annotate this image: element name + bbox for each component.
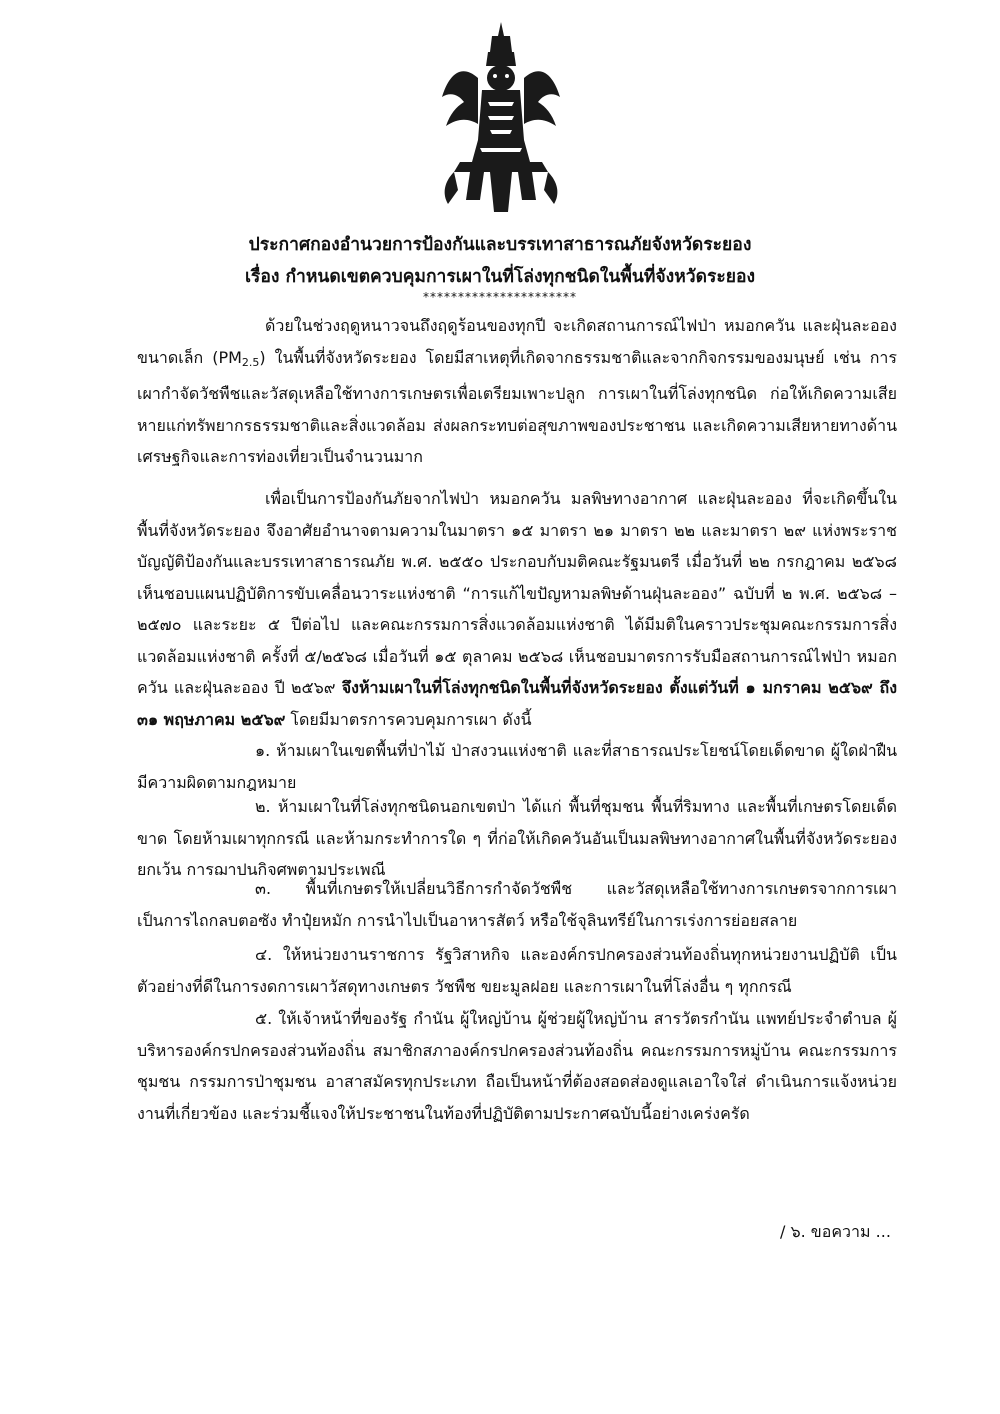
garuda-emblem-icon (440, 22, 562, 212)
announcement-title: ประกาศกองอำนวยการป้องกันและบรรเทาสาธารณภัยจังหวัดระยอง (248, 235, 752, 255)
burn-ban-statement: จึงห้ามเผาในที่โล่งทุกชนิดในพื้นที่จังหวัดระยอง ตั้งแต่วันที่ ๑ มกราคม ๒๕๖๙ ถึง ๓๑ พฤษภาคม ๒๕๖๙ (137, 678, 898, 729)
measure-item-4 (137, 939, 897, 1002)
paragraph-authority (137, 483, 897, 735)
measure-item-1-text: ๑. ห้ามเผาในเขตพื้นที่ป่าไม้ ป่าสงวนแห่งชาติ และที่สาธารณประโยชน์โดยเด็ดขาด ผู้ใดฝ่าฝืน มีความผิดตามกฎหมาย (137, 741, 897, 792)
measure-item-4-text: ๔. ให้หน่วยงานราชการ รัฐวิสาหกิจ และองค์กรปกครองส่วนท้องถิ่นทุกหน่วยงานปฏิบัติ เป็นตัวอย่างที่ดีในการงดการเผาวัสดุทางเกษตร วัชพืช ขยะมูลฝอย และการเผาในที่โล่งอื่น ๆ ทุกกรณี (137, 945, 897, 996)
title-separator: ********************** (423, 290, 577, 304)
measure-item-2 (137, 791, 897, 886)
measure-item-1 (137, 735, 897, 798)
measure-item-5 (137, 1003, 897, 1129)
paragraph-background (137, 310, 897, 473)
pm-subscript: 2.5 (241, 355, 260, 369)
paragraph-authority-text-c: โดยมีมาตรการควบคุมการเผา ดังนี้ (285, 709, 532, 729)
measure-item-5-text: ๕. ให้เจ้าหน้าที่ของรัฐ กำนัน ผู้ใหญ่บ้าน ผู้ช่วยผู้ใหญ่บ้าน สารวัตรกำนัน แพทย์ประจำตำบล ผู้บริหารองค์กรปกครองส่วนท้องถิ่น สมาชิกสภาองค์กรปกครองส่วนท้องถิ่น คณะกรรมการหมู่บ้าน คณะกรรมการชุมชน กรรมการป่าชุมชน อาสาสมัครทุกประเภท ถือเป็นหน้าที่ต้องสอดส่องดูแลเอาใจใส่ ดำเนินการแจ้งหน่วยงานที่เกี่ยวข้อง และร่วมชี้แจงให้ประชาชนในท้องที่ปฏิบัติตามประกาศฉบับนี้อย่างเคร่งครัด (137, 1009, 897, 1123)
announcement-subject: เรื่อง กำหนดเขตควบคุมการเผาในที่โล่งทุกชนิดในพื้นที่จังหวัดระยอง (244, 267, 756, 287)
measure-item-3-text: ๓. พื้นที่เกษตรให้เปลี่ยนวิธีการกำจัดวัชพืช และวัสดุเหลือใช้ทางการเกษตรจากการเผา เป็นการไถกลบตอซัง ทำปุ๋ยหมัก การนำไปเป็นอาหารสัตว์ หรือใช้จุลินทรีย์ในการเร่งการย่อยสลาย (137, 879, 897, 930)
paragraph-background-text-a: ด้วยในช่วงฤดูหนาวจนถึงฤดูร้อนของทุกปี จะเกิดสถานการณ์ไฟป่า หมอกควัน และฝุ่นละออง ขนาดเล็ก (PM (137, 316, 897, 367)
measure-item-2-text: ๒. ห้ามเผาในที่โล่งทุกชนิดนอกเขตป่า ได้แก่ พื้นที่ชุมชน พื้นที่ริมทาง และพื้นที่เกษตรโดยเด็ดขาด โดยห้ามเผาทุกกรณี และห้ามกระทำการใด ๆ ที่ก่อให้เกิดควันอันเป็นมลพิษทางอากาศในพื้นที่จังหวัดระยอง ยกเว้น การฌาปนกิจศพตามประเพณี (137, 797, 897, 879)
paragraph-background-text-b: ) ในพื้นที่จังหวัดระยอง โดยมีสาเหตุที่เกิดจากธรรมชาติและจากกิจกรรมของมนุษย์ เช่น การเผากำจัดวัชพืชและวัสดุเหลือใช้ทางการเกษตรเพื่อเตรียมเพาะปลูก การเผาในที่โล่งทุกชนิด ก่อให้เกิดความเสียหายแก่ทรัพยากรธรรมชาติและสิ่งแวดล้อม ส่งผลกระทบต่อสุขภาพของประชาชน และเกิดความเสียหายทางด้านเศรษฐกิจและการท่องเที่ยวเป็นจำนวนมาก (137, 347, 897, 466)
paragraph-authority-text-a: เพื่อเป็นการป้องกันภัยจากไฟป่า หมอกควัน มลพิษทางอากาศ และฝุ่นละออง ที่จะเกิดขึ้นในพื้นที่จังหวัดระยอง จึงอาศัยอำนาจตามความในมาตรา ๑๕ มาตรา ๒๑ มาตรา ๒๒ และมาตรา ๒๙ แห่งพระราชบัญญัติป้องกันและบรรเทาสาธารณภัย พ.ศ. ๒๕๕๐ ประกอบกับมติคณะรัฐมนตรี เมื่อวันที่ ๒๒ กรกฎาคม ๒๕๖๘ เห็นชอบแผนปฏิบัติการขับเคลื่อนวาระแห่งชาติ “การแก้ไขปัญหามลพิษด้านฝุ่นละออง” ฉบับที่ ๒ พ.ศ. ๒๕๖๘ – ๒๕๗๐ และระยะ ๕ ปีต่อไป และคณะกรรมการสิ่งแวดล้อมแห่งชาติ ได้มีมติในคราวประชุมคณะกรรมการสิ่งแวดล้อมแห่งชาติ ครั้งที่ ๕/๒๕๖๘ เมื่อวันที่ ๑๕ ตุลาคม ๒๕๖๘ เห็นชอบมาตรการรับมือสถานการณ์ไฟป่า หมอกควัน และฝุ่นละออง ปี ๒๕๖๙ (137, 489, 897, 697)
measure-item-3 (137, 873, 897, 936)
page-continuation-note: / ๖. ขอความ ... (780, 1222, 891, 1241)
